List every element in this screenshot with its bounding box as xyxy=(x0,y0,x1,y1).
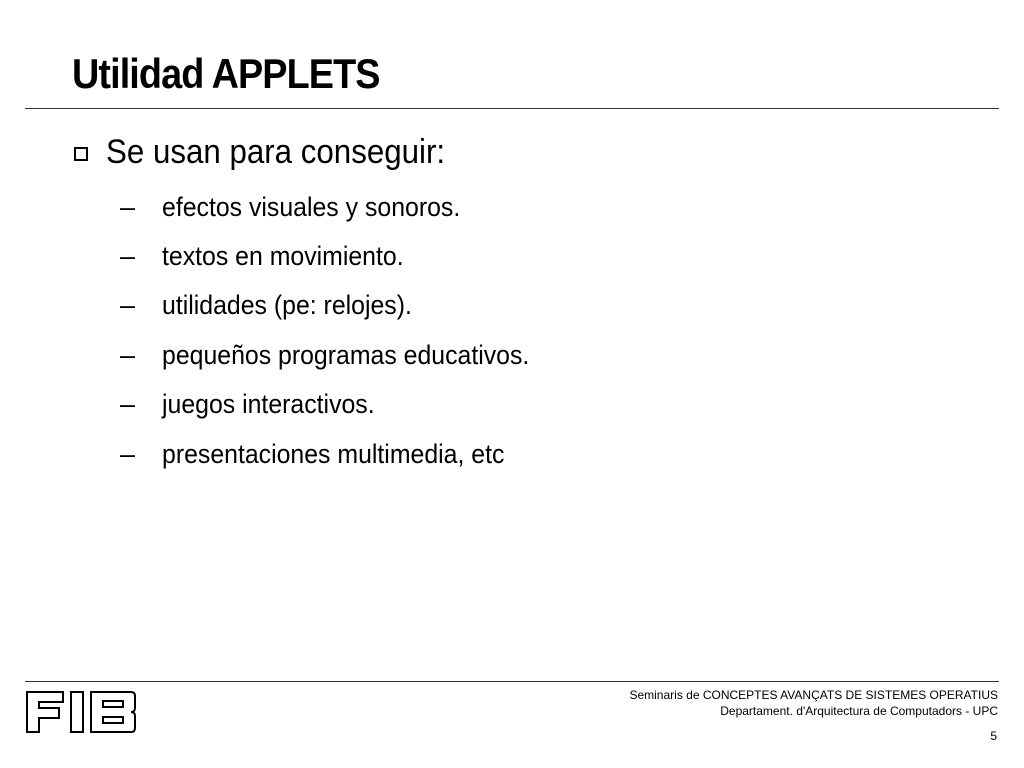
list-item xyxy=(120,330,561,379)
list-item-text: presentaciones multimedia, etc xyxy=(162,438,505,469)
list-item-text: efectos visuales y sonoros. xyxy=(162,191,461,222)
list-item xyxy=(120,281,561,330)
list-item-text: juegos interactivos. xyxy=(162,389,375,420)
dash-marker: – xyxy=(120,438,136,469)
main-bullet xyxy=(74,130,475,174)
fib-logo xyxy=(25,690,137,734)
list-item-text: pequeños programas educativos. xyxy=(162,339,530,370)
footer-department: Departament. d'Arquitectura de Computadors - UPC xyxy=(720,704,998,718)
list-item xyxy=(120,429,561,478)
footer-credits xyxy=(629,687,998,719)
list-item xyxy=(120,231,561,280)
footer-course-title: Seminaris de CONCEPTES AVANÇATS DE SISTEMES OPERATIUS xyxy=(629,688,998,702)
sub-bullet-list xyxy=(120,182,561,478)
list-item xyxy=(120,380,561,429)
main-bullet-text: Se usan para conseguir: xyxy=(106,133,446,171)
dash-marker: – xyxy=(120,241,136,272)
page-number: 5 xyxy=(990,729,997,743)
title-divider xyxy=(25,108,999,109)
square-outline-icon xyxy=(74,147,88,161)
list-item-text: utilidades (pe: relojes). xyxy=(162,290,412,321)
dash-marker: – xyxy=(120,191,136,222)
footer-divider xyxy=(25,681,999,682)
dash-marker: – xyxy=(120,389,136,420)
list-item xyxy=(120,182,561,231)
dash-marker: – xyxy=(120,339,136,370)
slide-title: Utilidad APPLETS xyxy=(72,50,380,97)
dash-marker: – xyxy=(120,290,136,321)
list-item-text: textos en movimiento. xyxy=(162,241,404,272)
